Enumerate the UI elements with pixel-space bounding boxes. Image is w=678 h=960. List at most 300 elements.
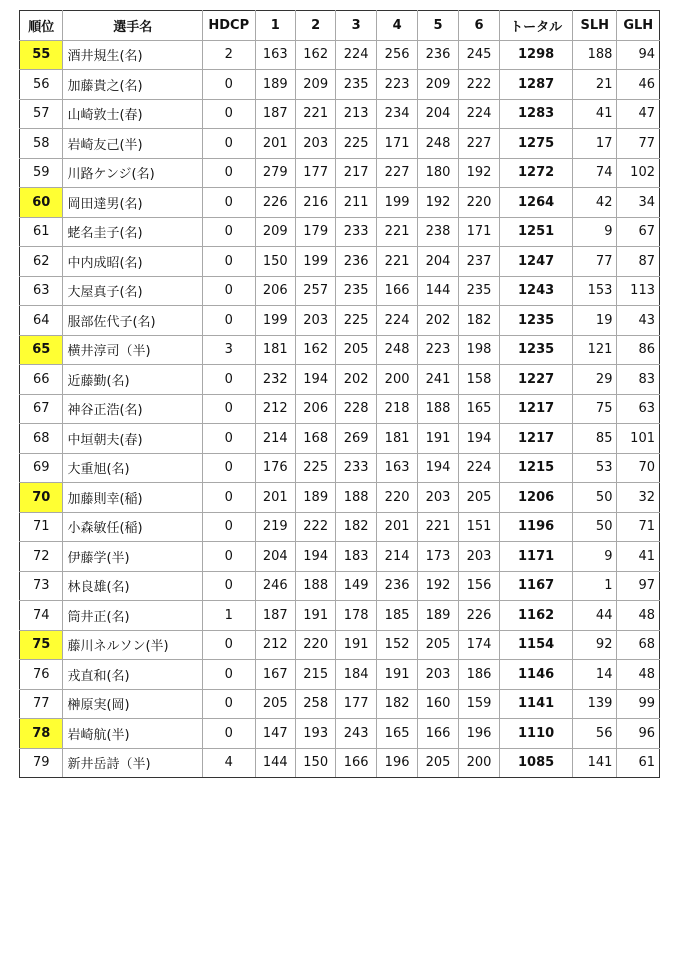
total-cell: 1235 — [500, 335, 573, 365]
slh-cell: 121 — [572, 335, 616, 365]
game-6-score-cell: 158 — [458, 365, 499, 395]
game-3-score-cell: 177 — [336, 689, 376, 719]
table-row — [20, 630, 660, 660]
player-name-cell: 中内成昭(名) — [63, 247, 203, 277]
glh-cell: 32 — [617, 483, 660, 513]
slh-cell: 9 — [572, 217, 616, 247]
glh-cell: 86 — [617, 335, 660, 365]
slh-cell: 50 — [572, 483, 616, 513]
rank-cell: 64 — [20, 306, 63, 336]
game-1-score-cell: 206 — [255, 276, 295, 306]
glh-cell: 48 — [617, 660, 660, 690]
game-2-score-cell: 222 — [295, 512, 335, 542]
table-row — [20, 276, 660, 306]
table-row — [20, 660, 660, 690]
game-3-score-cell: 225 — [336, 129, 376, 159]
game-1-score-cell: 219 — [255, 512, 295, 542]
player-name-cell: 戎直和(名) — [63, 660, 203, 690]
table-row — [20, 247, 660, 277]
game-5-score-cell: 203 — [418, 660, 458, 690]
rank-cell: 62 — [20, 247, 63, 277]
table-row — [20, 70, 660, 100]
glh-cell: 63 — [617, 394, 660, 424]
hdcp-cell: 4 — [202, 748, 255, 778]
game-3-score-cell: 211 — [336, 188, 376, 218]
total-cell: 1283 — [500, 99, 573, 129]
table-row — [20, 571, 660, 601]
standings-body — [20, 40, 660, 778]
header-game-4: 4 — [376, 11, 417, 41]
game-6-score-cell: 165 — [458, 394, 499, 424]
game-3-score-cell: 178 — [336, 601, 376, 631]
table-row — [20, 335, 660, 365]
hdcp-cell: 0 — [202, 424, 255, 454]
header-game-5: 5 — [418, 11, 458, 41]
game-2-score-cell: 162 — [295, 40, 335, 70]
game-4-score-cell: 218 — [376, 394, 417, 424]
player-name-cell: 加藤貴之(名) — [63, 70, 203, 100]
game-2-score-cell: 177 — [295, 158, 335, 188]
total-cell: 1243 — [500, 276, 573, 306]
header-slh: SLH — [572, 11, 616, 41]
header-game-6: 6 — [458, 11, 499, 41]
game-4-score-cell: 201 — [376, 512, 417, 542]
game-5-score-cell: 191 — [418, 424, 458, 454]
game-5-score-cell: 205 — [418, 748, 458, 778]
player-name-cell: 伊藤学(半) — [63, 542, 203, 572]
rank-cell: 60 — [20, 188, 63, 218]
glh-cell: 41 — [617, 542, 660, 572]
game-4-score-cell: 196 — [376, 748, 417, 778]
hdcp-cell: 0 — [202, 70, 255, 100]
hdcp-cell: 0 — [202, 660, 255, 690]
rank-cell: 79 — [20, 748, 63, 778]
rank-cell: 65 — [20, 335, 63, 365]
table-row — [20, 365, 660, 395]
game-3-score-cell: 166 — [336, 748, 376, 778]
glh-cell: 94 — [617, 40, 660, 70]
game-1-score-cell: 199 — [255, 306, 295, 336]
slh-cell: 92 — [572, 630, 616, 660]
table-row — [20, 394, 660, 424]
total-cell: 1154 — [500, 630, 573, 660]
slh-cell: 75 — [572, 394, 616, 424]
total-cell: 1206 — [500, 483, 573, 513]
slh-cell: 21 — [572, 70, 616, 100]
player-name-cell: 岡田達男(名) — [63, 188, 203, 218]
table-row — [20, 40, 660, 70]
slh-cell: 188 — [572, 40, 616, 70]
game-2-score-cell: 225 — [295, 453, 335, 483]
game-2-score-cell: 209 — [295, 70, 335, 100]
game-5-score-cell: 241 — [418, 365, 458, 395]
game-5-score-cell: 180 — [418, 158, 458, 188]
game-6-score-cell: 224 — [458, 453, 499, 483]
hdcp-cell: 0 — [202, 394, 255, 424]
header-rank: 順位 — [20, 11, 63, 41]
game-4-score-cell: 236 — [376, 571, 417, 601]
player-name-cell: 酒井規生(名) — [63, 40, 203, 70]
hdcp-cell: 0 — [202, 512, 255, 542]
game-4-score-cell: 200 — [376, 365, 417, 395]
total-cell: 1275 — [500, 129, 573, 159]
game-3-score-cell: 183 — [336, 542, 376, 572]
game-4-score-cell: 248 — [376, 335, 417, 365]
hdcp-cell: 0 — [202, 719, 255, 749]
game-5-score-cell: 192 — [418, 571, 458, 601]
game-1-score-cell: 214 — [255, 424, 295, 454]
total-cell: 1171 — [500, 542, 573, 572]
header-glh: GLH — [617, 11, 660, 41]
game-1-score-cell: 181 — [255, 335, 295, 365]
slh-cell: 56 — [572, 719, 616, 749]
total-cell: 1298 — [500, 40, 573, 70]
player-name-cell: 神谷正浩(名) — [63, 394, 203, 424]
table-row — [20, 483, 660, 513]
game-5-score-cell: 166 — [418, 719, 458, 749]
game-1-score-cell: 189 — [255, 70, 295, 100]
game-1-score-cell: 201 — [255, 129, 295, 159]
game-4-score-cell: 182 — [376, 689, 417, 719]
game-1-score-cell: 226 — [255, 188, 295, 218]
game-2-score-cell: 258 — [295, 689, 335, 719]
game-2-score-cell: 203 — [295, 129, 335, 159]
glh-cell: 77 — [617, 129, 660, 159]
total-cell: 1264 — [500, 188, 573, 218]
slh-cell: 19 — [572, 306, 616, 336]
game-2-score-cell: 199 — [295, 247, 335, 277]
hdcp-cell: 0 — [202, 689, 255, 719]
game-4-score-cell: 166 — [376, 276, 417, 306]
game-4-score-cell: 165 — [376, 719, 417, 749]
game-3-score-cell: 236 — [336, 247, 376, 277]
game-2-score-cell: 194 — [295, 542, 335, 572]
game-6-score-cell: 151 — [458, 512, 499, 542]
table-row — [20, 542, 660, 572]
game-2-score-cell: 188 — [295, 571, 335, 601]
slh-cell: 42 — [572, 188, 616, 218]
game-4-score-cell: 223 — [376, 70, 417, 100]
game-4-score-cell: 191 — [376, 660, 417, 690]
game-4-score-cell: 221 — [376, 217, 417, 247]
game-3-score-cell: 224 — [336, 40, 376, 70]
hdcp-cell: 0 — [202, 276, 255, 306]
game-3-score-cell: 225 — [336, 306, 376, 336]
player-name-cell: 筒井正(名) — [63, 601, 203, 631]
game-5-score-cell: 204 — [418, 247, 458, 277]
glh-cell: 67 — [617, 217, 660, 247]
game-6-score-cell: 182 — [458, 306, 499, 336]
hdcp-cell: 0 — [202, 247, 255, 277]
game-1-score-cell: 212 — [255, 394, 295, 424]
game-3-score-cell: 228 — [336, 394, 376, 424]
slh-cell: 17 — [572, 129, 616, 159]
game-1-score-cell: 232 — [255, 365, 295, 395]
game-6-score-cell: 200 — [458, 748, 499, 778]
game-3-score-cell: 269 — [336, 424, 376, 454]
game-3-score-cell: 202 — [336, 365, 376, 395]
rank-cell: 63 — [20, 276, 63, 306]
game-3-score-cell: 243 — [336, 719, 376, 749]
game-3-score-cell: 191 — [336, 630, 376, 660]
glh-cell: 96 — [617, 719, 660, 749]
game-5-score-cell: 144 — [418, 276, 458, 306]
slh-cell: 44 — [572, 601, 616, 631]
game-3-score-cell: 188 — [336, 483, 376, 513]
game-2-score-cell: 162 — [295, 335, 335, 365]
game-5-score-cell: 238 — [418, 217, 458, 247]
glh-cell: 101 — [617, 424, 660, 454]
game-2-score-cell: 193 — [295, 719, 335, 749]
game-1-score-cell: 209 — [255, 217, 295, 247]
rank-cell: 74 — [20, 601, 63, 631]
game-5-score-cell: 223 — [418, 335, 458, 365]
game-1-score-cell: 163 — [255, 40, 295, 70]
player-name-cell: 新井岳詩（半) — [63, 748, 203, 778]
player-name-cell: 大屋真子(名) — [63, 276, 203, 306]
game-2-score-cell: 191 — [295, 601, 335, 631]
slh-cell: 141 — [572, 748, 616, 778]
game-1-score-cell: 212 — [255, 630, 295, 660]
game-3-score-cell: 205 — [336, 335, 376, 365]
player-name-cell: 蛯名圭子(名) — [63, 217, 203, 247]
game-1-score-cell: 279 — [255, 158, 295, 188]
slh-cell: 41 — [572, 99, 616, 129]
game-6-score-cell: 186 — [458, 660, 499, 690]
table-row — [20, 601, 660, 631]
hdcp-cell: 0 — [202, 217, 255, 247]
header-total: トータル — [500, 11, 573, 41]
header-row — [20, 11, 660, 41]
game-6-score-cell: 220 — [458, 188, 499, 218]
game-4-score-cell: 199 — [376, 188, 417, 218]
game-1-score-cell: 205 — [255, 689, 295, 719]
game-2-score-cell: 221 — [295, 99, 335, 129]
game-2-score-cell: 194 — [295, 365, 335, 395]
total-cell: 1085 — [500, 748, 573, 778]
game-6-score-cell: 198 — [458, 335, 499, 365]
glh-cell: 48 — [617, 601, 660, 631]
game-1-score-cell: 147 — [255, 719, 295, 749]
game-6-score-cell: 171 — [458, 217, 499, 247]
game-4-score-cell: 181 — [376, 424, 417, 454]
game-6-score-cell: 205 — [458, 483, 499, 513]
game-4-score-cell: 224 — [376, 306, 417, 336]
game-6-score-cell: 224 — [458, 99, 499, 129]
hdcp-cell: 0 — [202, 365, 255, 395]
total-cell: 1162 — [500, 601, 573, 631]
table-row — [20, 129, 660, 159]
glh-cell: 34 — [617, 188, 660, 218]
game-2-score-cell: 220 — [295, 630, 335, 660]
game-4-score-cell: 221 — [376, 247, 417, 277]
hdcp-cell: 0 — [202, 630, 255, 660]
game-1-score-cell: 144 — [255, 748, 295, 778]
game-1-score-cell: 201 — [255, 483, 295, 513]
table-row — [20, 306, 660, 336]
game-2-score-cell: 216 — [295, 188, 335, 218]
game-1-score-cell: 246 — [255, 571, 295, 601]
game-2-score-cell: 179 — [295, 217, 335, 247]
table-row — [20, 424, 660, 454]
glh-cell: 61 — [617, 748, 660, 778]
table-row — [20, 217, 660, 247]
game-2-score-cell: 168 — [295, 424, 335, 454]
player-name-cell: 藤川ネルソン(半) — [63, 630, 203, 660]
game-6-score-cell: 194 — [458, 424, 499, 454]
total-cell: 1167 — [500, 571, 573, 601]
header-game-1: 1 — [255, 11, 295, 41]
hdcp-cell: 0 — [202, 542, 255, 572]
game-3-score-cell: 217 — [336, 158, 376, 188]
hdcp-cell: 0 — [202, 571, 255, 601]
hdcp-cell: 0 — [202, 158, 255, 188]
rank-cell: 61 — [20, 217, 63, 247]
slh-cell: 85 — [572, 424, 616, 454]
game-4-score-cell: 227 — [376, 158, 417, 188]
game-6-score-cell: 196 — [458, 719, 499, 749]
game-5-score-cell: 248 — [418, 129, 458, 159]
table-row — [20, 748, 660, 778]
game-5-score-cell: 221 — [418, 512, 458, 542]
player-name-cell: 岩崎友己(半) — [63, 129, 203, 159]
table-row — [20, 99, 660, 129]
slh-cell: 139 — [572, 689, 616, 719]
glh-cell: 102 — [617, 158, 660, 188]
table-row — [20, 689, 660, 719]
game-1-score-cell: 187 — [255, 99, 295, 129]
game-4-score-cell: 256 — [376, 40, 417, 70]
rank-cell: 72 — [20, 542, 63, 572]
glh-cell: 113 — [617, 276, 660, 306]
glh-cell: 68 — [617, 630, 660, 660]
game-5-score-cell: 188 — [418, 394, 458, 424]
player-name-cell: 榊原実(岡) — [63, 689, 203, 719]
game-5-score-cell: 160 — [418, 689, 458, 719]
game-6-score-cell: 237 — [458, 247, 499, 277]
game-3-score-cell: 182 — [336, 512, 376, 542]
total-cell: 1146 — [500, 660, 573, 690]
hdcp-cell: 0 — [202, 483, 255, 513]
player-name-cell: 小森敏任(稲) — [63, 512, 203, 542]
game-5-score-cell: 236 — [418, 40, 458, 70]
game-5-score-cell: 202 — [418, 306, 458, 336]
game-5-score-cell: 192 — [418, 188, 458, 218]
game-5-score-cell: 173 — [418, 542, 458, 572]
game-5-score-cell: 189 — [418, 601, 458, 631]
header-game-3: 3 — [336, 11, 376, 41]
slh-cell: 53 — [572, 453, 616, 483]
total-cell: 1215 — [500, 453, 573, 483]
rank-cell: 76 — [20, 660, 63, 690]
player-name-cell: 服部佐代子(名) — [63, 306, 203, 336]
glh-cell: 71 — [617, 512, 660, 542]
glh-cell: 87 — [617, 247, 660, 277]
hdcp-cell: 0 — [202, 306, 255, 336]
rank-cell: 66 — [20, 365, 63, 395]
game-1-score-cell: 204 — [255, 542, 295, 572]
hdcp-cell: 3 — [202, 335, 255, 365]
glh-cell: 97 — [617, 571, 660, 601]
rank-cell: 67 — [20, 394, 63, 424]
total-cell: 1235 — [500, 306, 573, 336]
glh-cell: 99 — [617, 689, 660, 719]
player-name-cell: 中垣朝夫(春) — [63, 424, 203, 454]
table-row — [20, 512, 660, 542]
game-1-score-cell: 187 — [255, 601, 295, 631]
glh-cell: 43 — [617, 306, 660, 336]
game-4-score-cell: 163 — [376, 453, 417, 483]
rank-cell: 70 — [20, 483, 63, 513]
hdcp-cell: 2 — [202, 40, 255, 70]
game-3-score-cell: 149 — [336, 571, 376, 601]
hdcp-cell: 1 — [202, 601, 255, 631]
game-6-score-cell: 203 — [458, 542, 499, 572]
game-5-score-cell: 194 — [418, 453, 458, 483]
hdcp-cell: 0 — [202, 188, 255, 218]
player-name-cell: 加藤則幸(稲) — [63, 483, 203, 513]
total-cell: 1217 — [500, 424, 573, 454]
glh-cell: 70 — [617, 453, 660, 483]
game-6-score-cell: 192 — [458, 158, 499, 188]
total-cell: 1217 — [500, 394, 573, 424]
rank-cell: 73 — [20, 571, 63, 601]
game-6-score-cell: 222 — [458, 70, 499, 100]
rank-cell: 59 — [20, 158, 63, 188]
player-name-cell: 林良雄(名) — [63, 571, 203, 601]
rank-cell: 78 — [20, 719, 63, 749]
header-game-2: 2 — [295, 11, 335, 41]
game-4-score-cell: 214 — [376, 542, 417, 572]
game-2-score-cell: 203 — [295, 306, 335, 336]
rank-cell: 75 — [20, 630, 63, 660]
game-4-score-cell: 234 — [376, 99, 417, 129]
rank-cell: 55 — [20, 40, 63, 70]
game-6-score-cell: 235 — [458, 276, 499, 306]
game-1-score-cell: 150 — [255, 247, 295, 277]
game-2-score-cell: 206 — [295, 394, 335, 424]
total-cell: 1247 — [500, 247, 573, 277]
slh-cell: 9 — [572, 542, 616, 572]
total-cell: 1110 — [500, 719, 573, 749]
game-6-score-cell: 174 — [458, 630, 499, 660]
slh-cell: 14 — [572, 660, 616, 690]
slh-cell: 29 — [572, 365, 616, 395]
hdcp-cell: 0 — [202, 99, 255, 129]
slh-cell: 153 — [572, 276, 616, 306]
game-6-score-cell: 226 — [458, 601, 499, 631]
rank-cell: 58 — [20, 129, 63, 159]
game-4-score-cell: 152 — [376, 630, 417, 660]
player-name-cell: 大重旭(名) — [63, 453, 203, 483]
hdcp-cell: 0 — [202, 129, 255, 159]
game-5-score-cell: 209 — [418, 70, 458, 100]
rank-cell: 56 — [20, 70, 63, 100]
standings-table — [19, 10, 660, 778]
header-name: 選手名 — [63, 11, 203, 41]
total-cell: 1227 — [500, 365, 573, 395]
table-row — [20, 188, 660, 218]
game-6-score-cell: 159 — [458, 689, 499, 719]
game-4-score-cell: 185 — [376, 601, 417, 631]
glh-cell: 47 — [617, 99, 660, 129]
player-name-cell: 近藤勤(名) — [63, 365, 203, 395]
slh-cell: 1 — [572, 571, 616, 601]
game-5-score-cell: 203 — [418, 483, 458, 513]
game-6-score-cell: 227 — [458, 129, 499, 159]
player-name-cell: 岩崎航(半) — [63, 719, 203, 749]
hdcp-cell: 0 — [202, 453, 255, 483]
